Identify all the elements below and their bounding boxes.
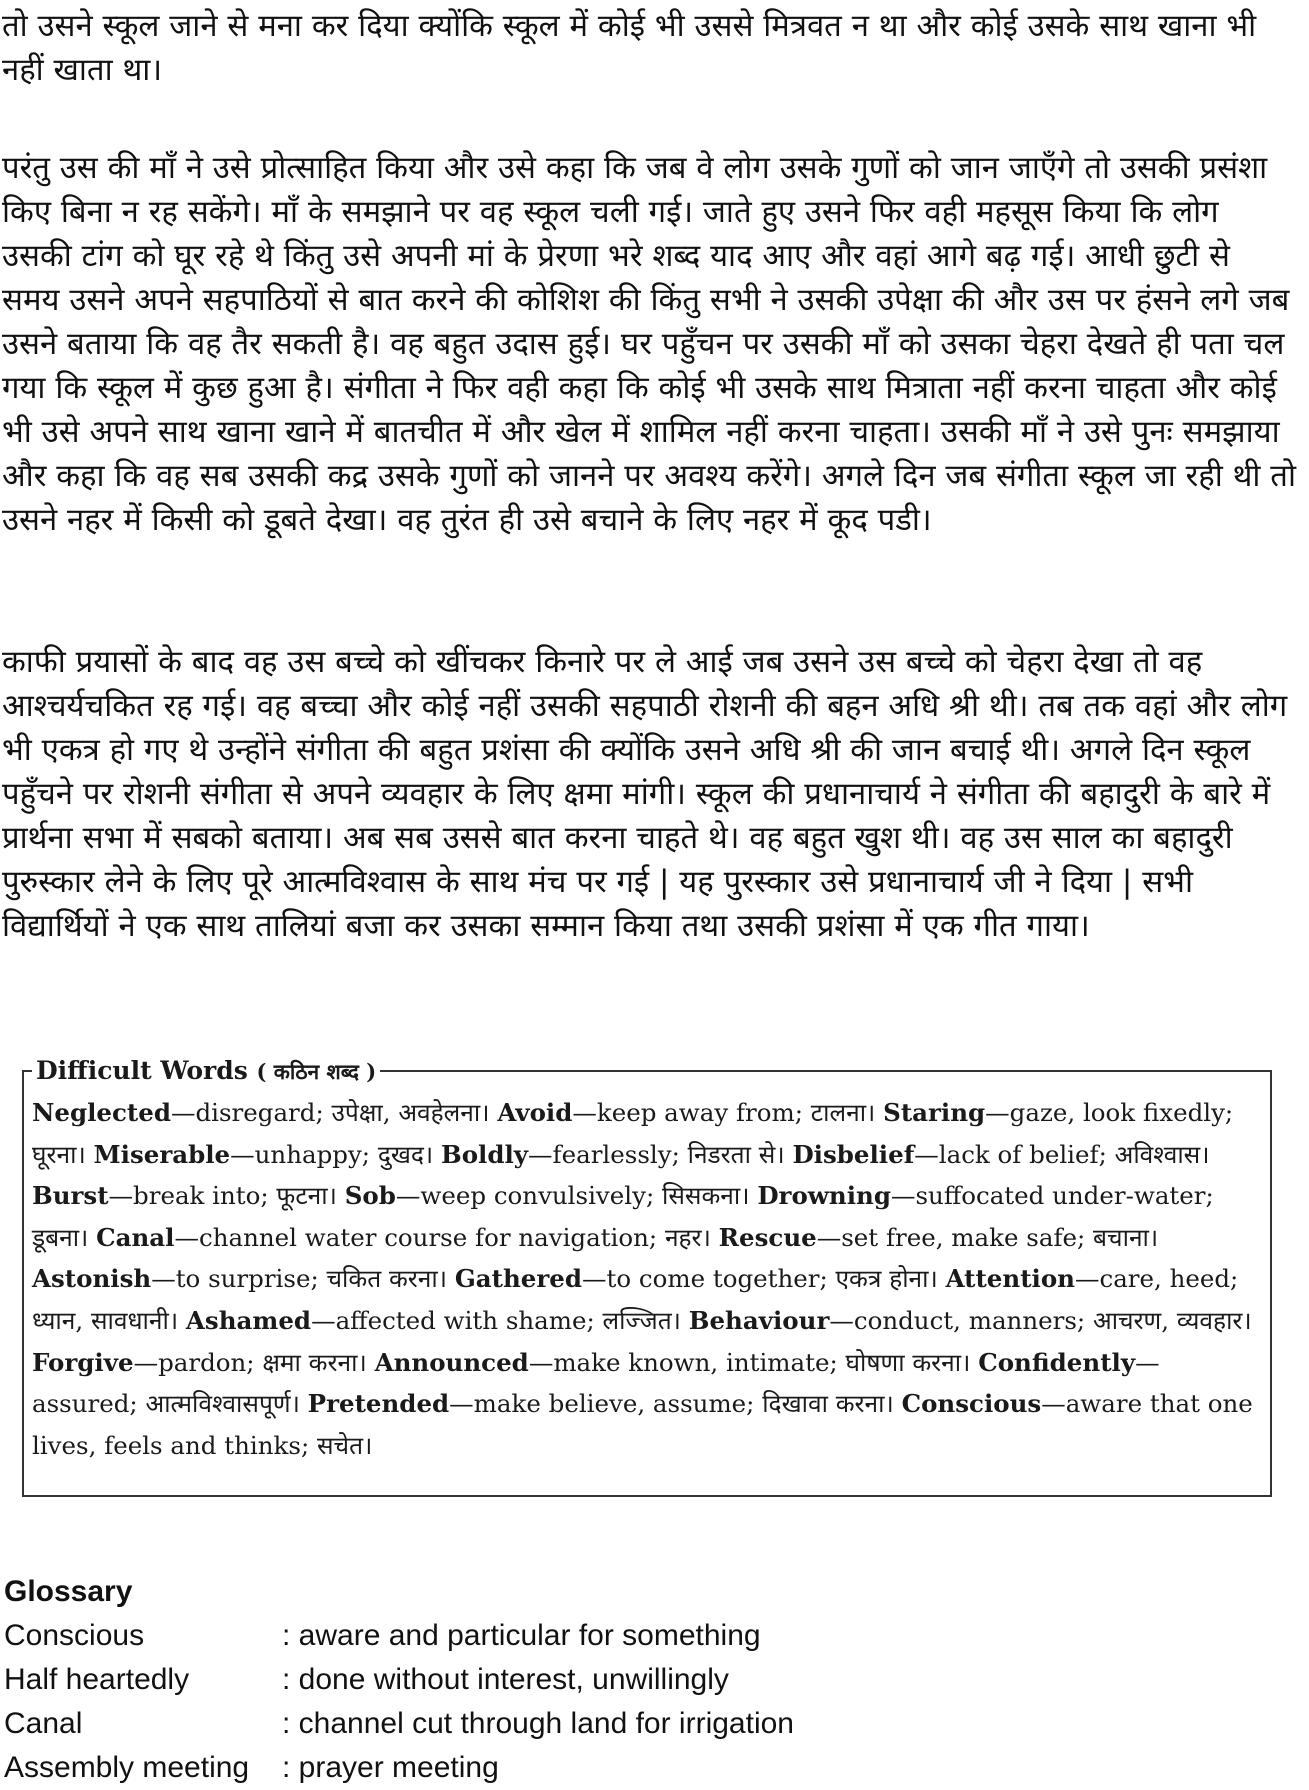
difficult-word-term: Announced bbox=[374, 1347, 529, 1377]
difficult-word-term: Miserable bbox=[93, 1139, 231, 1169]
difficult-word-meaning: —conduct, manners; आचरण, व्यवहार। bbox=[829, 1305, 1252, 1335]
difficult-word-meaning: —care, heed; ध्यान, सावधानी। bbox=[32, 1264, 1239, 1335]
difficult-word-meaning: —gaze, look fixedly; घूरना। bbox=[32, 1098, 1234, 1169]
difficult-words-title-hindi: ( कठिन शब्द ) bbox=[256, 1059, 377, 1084]
difficult-word-term: Rescue bbox=[718, 1222, 817, 1252]
glossary-term: Canal bbox=[4, 1707, 83, 1740]
difficult-word-meaning: —fearlessly; निडरता से। bbox=[528, 1139, 785, 1169]
glossary-row bbox=[4, 1746, 794, 1790]
difficult-word-term: Ashamed bbox=[185, 1305, 312, 1335]
story-paragraph-1: तो उसने स्कूल जाने से मना कर दिया क्योंकि स्कूल में कोई भी उससे मित्रवत न था और कोई उसके साथ खाना भी नहीं खाता था। bbox=[2, 8, 1257, 88]
glossary-term: Assembly meeting bbox=[4, 1751, 250, 1784]
difficult-word-meaning: —make known, intimate; घोषणा करना। bbox=[528, 1347, 971, 1377]
difficult-word-meaning: —to come together; एकत्र होना। bbox=[581, 1264, 938, 1294]
story-paragraph-3: काफी प्रयासों के बाद वह उस बच्चे को खींचकर किनारे पर ले आई जब उसने उस बच्चे को चेहरा देखा तो वह आश्चर्यचकित रह गई। वह बच्चा और कोई नहीं उसकी सहपाठी रोशनी की बहन अधि श्री थी। तब तक वहां और लोग भी एकत्र हो गए थे उन्होंने संगीता की बहुत प्रशंसा की क्योंकि उसने अधि श्री की जान बचाई थी। अगले दिन स्कूल पहुँचने पर रोशनी संगीता से अपने व्यवहार के लिए क्षमा मांगी। स्कूल की प्रधानाचार्य ने संगीता की बहादुरी के बारे में प्रार्थना सभा में सबको बताया। अब सब उससे बात करना चाहते थे। वह बहुत खुश थी। वह उस साल का बहादुरी पुरुस्कार लेने के लिए पूरे आत्मविश्वास के साथ मंच पर गई | यह पुरस्कार उसे प्रधानाचार्य जी ने दिया | सभी विद्यार्थियों ने एक साथ तालियां बजा कर उसका सम्मान किया तथा उसकी प्रशंसा में एक गीत गाया। bbox=[2, 644, 1288, 944]
difficult-words-heading bbox=[32, 1050, 380, 1093]
difficult-word-meaning: —disregard; उपेक्षा, अवहेलना। bbox=[170, 1098, 490, 1127]
difficult-words-box bbox=[22, 1056, 1272, 1497]
difficult-word-meaning: —set free, make safe; बचाना। bbox=[816, 1222, 1159, 1252]
difficult-word-term: Pretended bbox=[307, 1389, 450, 1419]
difficult-word-meaning: —weep convulsively; सिसकना। bbox=[395, 1181, 750, 1211]
difficult-word-term: Burst bbox=[32, 1181, 109, 1211]
difficult-word-entry bbox=[32, 1181, 337, 1210]
difficult-word-meaning: —lack of belief; अविश्वास। bbox=[914, 1139, 1210, 1169]
glossary-row bbox=[4, 1702, 794, 1746]
difficult-word-term: Neglected bbox=[32, 1098, 171, 1127]
difficult-word-entry bbox=[375, 1348, 971, 1377]
difficult-word-term: Forgive bbox=[32, 1347, 134, 1377]
difficult-word-entry bbox=[441, 1140, 785, 1169]
glossary-title: Glossary bbox=[4, 1575, 133, 1608]
difficult-word-term: Canal bbox=[96, 1222, 175, 1252]
difficult-word-meaning: —aware that one lives, feels and thinks; सचेत। bbox=[32, 1389, 1253, 1460]
difficult-word-meaning: —channel water course for navigation; नहर। bbox=[174, 1222, 711, 1252]
difficult-word-entry bbox=[32, 1348, 367, 1377]
difficult-words-list bbox=[32, 1092, 1262, 1466]
difficult-word-entry bbox=[308, 1389, 894, 1418]
glossary-list bbox=[4, 1614, 794, 1790]
difficult-word-term: Confidently bbox=[978, 1347, 1136, 1377]
difficult-word-meaning: —suffocated under-water; डूबना। bbox=[32, 1181, 1214, 1252]
difficult-word-entry bbox=[345, 1181, 750, 1210]
difficult-word-entry bbox=[719, 1223, 1159, 1252]
difficult-word-term: Sob bbox=[344, 1181, 396, 1211]
difficult-word-term: Astonish bbox=[32, 1264, 152, 1294]
difficult-word-meaning: —make believe, assume; दिखावा करना। bbox=[449, 1389, 894, 1419]
difficult-words-title: Difficult Words bbox=[36, 1056, 248, 1085]
difficult-word-term: Drowning bbox=[757, 1181, 891, 1211]
difficult-word-term: Conscious bbox=[901, 1389, 1042, 1419]
difficult-word-meaning: —affected with shame; लज्जित। bbox=[311, 1305, 681, 1335]
glossary-definition: : prayer meeting bbox=[282, 1751, 499, 1784]
difficult-word-meaning: —break into; फूटना। bbox=[108, 1181, 337, 1211]
difficult-word-entry bbox=[792, 1140, 1209, 1169]
difficult-word-meaning: —unhappy; दुखद। bbox=[230, 1139, 434, 1169]
glossary-term: Conscious bbox=[4, 1619, 145, 1652]
glossary-term: Half heartedly bbox=[4, 1663, 190, 1696]
difficult-word-entry bbox=[96, 1223, 711, 1252]
difficult-word-entry bbox=[32, 1264, 447, 1293]
difficult-word-term: Staring bbox=[883, 1098, 986, 1127]
difficult-word-entry bbox=[689, 1306, 1252, 1335]
glossary-section bbox=[4, 1570, 794, 1790]
glossary-definition: : done without interest, unwillingly bbox=[282, 1663, 729, 1696]
glossary-row bbox=[4, 1614, 794, 1658]
difficult-word-term: Disbelief bbox=[792, 1139, 915, 1169]
difficult-word-term: Boldly bbox=[441, 1139, 529, 1169]
difficult-word-meaning: —to surprise; चकित करना। bbox=[151, 1264, 448, 1294]
difficult-word-entry bbox=[32, 1098, 490, 1127]
difficult-word-term: Avoid bbox=[497, 1098, 573, 1127]
glossary-definition: : channel cut through land for irrigation bbox=[282, 1707, 794, 1740]
difficult-word-entry bbox=[497, 1098, 875, 1127]
difficult-word-entry bbox=[455, 1264, 938, 1293]
difficult-word-meaning: —pardon; क्षमा करना। bbox=[133, 1347, 367, 1377]
glossary-definition: : aware and particular for something bbox=[282, 1619, 761, 1652]
difficult-word-entry bbox=[94, 1140, 434, 1169]
difficult-word-term: Behaviour bbox=[688, 1305, 830, 1335]
difficult-word-entry bbox=[186, 1306, 681, 1335]
glossary-row bbox=[4, 1658, 794, 1702]
difficult-word-meaning: —assured; आत्मविश्वासपूर्ण। bbox=[32, 1347, 1160, 1419]
story-paragraph-2: परंतु उस की माँ ने उसे प्रोत्साहित किया और उसे कहा कि जब वे लोग उसके गुणों को जान जाएँगे तो उसकी प्रसंशा किए बिना न रह सकेंगे। माँ के समझाने पर वह स्कूल चली गई। जाते हुए उसने फिर वही महसूस किया कि लोग उसकी टांग को घूर रहे थे किंतु उसे अपनी मां के प्रेरणा भरे शब्द याद आए और वहां आगे बढ़ गई। आधी छुटी से समय उसने अपने सहपाठियों से बात करने की कोशिश की किंतु सभी ने उसकी उपेक्षा की और उस पर हंसने लगे जब उसने बताया कि वह तैर सकती है। वह बहुत उदास हुई। घर पहुँचन पर उसकी माँ को उसका चेहरा देखते ही पता चल गया कि स्कूल में कुछ हुआ है। संगीता ने फिर वही कहा कि कोई भी उसके साथ मित्राता नहीं करना चाहता और कोई भी उसे अपने साथ खाना खाने में बातचीत में और खेल में शामिल नहीं करना चाहता। उसकी माँ ने उसे पुनः समझाया और कहा कि वह सब उसकी कद्र उसके गुणों को जानने पर अवश्य करेंगे। अगले दिन जब संगीता स्कूल जा रही थी तो उसने नहर में किसी को डूबते देखा। वह तुरंत ही उसे बचाने के लिए नहर में कूद पडी। bbox=[2, 150, 1297, 538]
difficult-word-meaning: —keep away from; टालना। bbox=[572, 1098, 876, 1127]
difficult-word-term: Attention bbox=[945, 1264, 1075, 1294]
difficult-word-term: Gathered bbox=[454, 1264, 582, 1294]
